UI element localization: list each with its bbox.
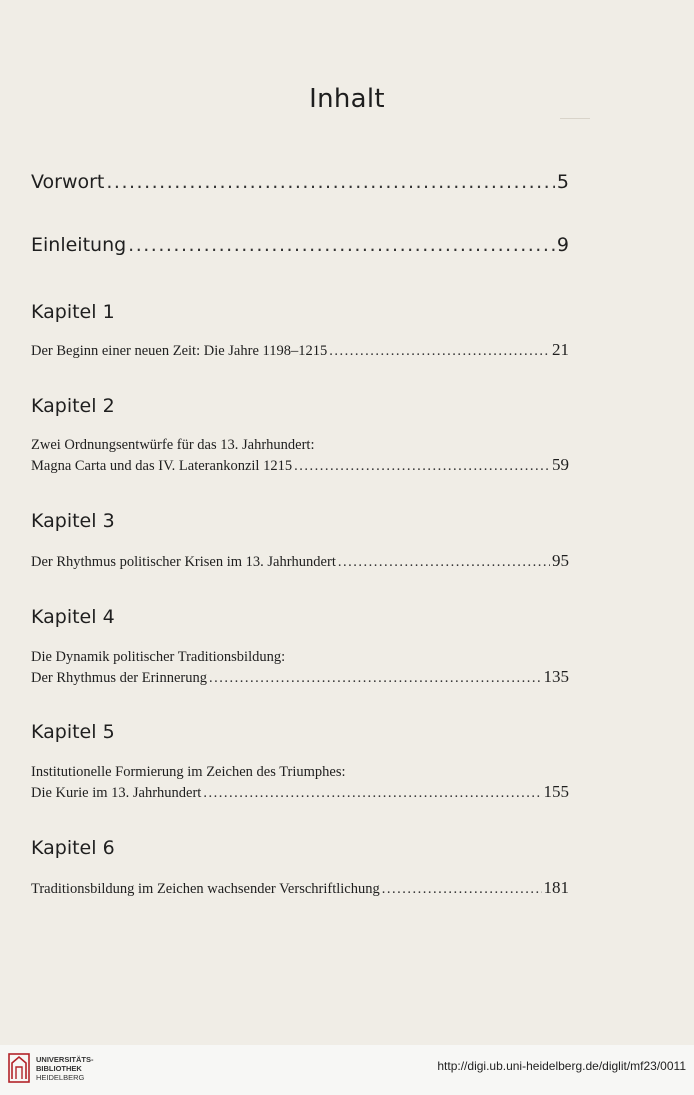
toc-entry-label: Der Rhythmus politischer Krisen im 13. Jahrhundert (31, 554, 336, 570)
toc-entry-page: 9 (556, 234, 569, 256)
toc-entry-page: 181 (543, 878, 569, 897)
logo-line: HEIDELBERG (36, 1073, 85, 1082)
toc-entry-page: 5 (556, 171, 569, 193)
toc-entry-page: 21 (552, 340, 569, 359)
permalink-url[interactable]: http://digi.ub.uni-heidelberg.de/diglit/mf23/0011 (437, 1059, 686, 1073)
chapter-heading-2: Kapitel 2 (31, 395, 115, 417)
logo-line: UNIVERSITÄTS- (36, 1055, 94, 1064)
leader-dots (106, 171, 555, 193)
leader-dots (382, 881, 542, 898)
toc-entry-kapitel-4[interactable] (31, 667, 569, 687)
toc-entry-page: 135 (543, 667, 569, 686)
toc-entry-label: Vorwort (31, 171, 105, 193)
toc-entry-kapitel-5[interactable] (31, 782, 569, 802)
toc-entry-kapitel-2[interactable] (31, 455, 569, 475)
toc-entry-page: 95 (552, 551, 569, 570)
toc-entry-vorwort[interactable] (31, 171, 569, 193)
chapter-heading-3: Kapitel 3 (31, 510, 115, 532)
toc-entry-kapitel-1[interactable] (31, 340, 569, 360)
toc-entry-subtitle: Zwei Ordnungsentwürfe für das 13. Jahrhundert: (31, 437, 315, 453)
toc-entry-page: 155 (543, 782, 569, 801)
toc-entry-label: Traditionsbildung im Zeichen wachsender Verschriftlichung (31, 881, 380, 897)
toc-entry-label: Der Rhythmus der Erinnerung (31, 670, 207, 686)
toc-entry-subtitle: Institutionelle Formierung im Zeichen des Triumphes: (31, 764, 346, 780)
toc-entry-label: Der Beginn einer neuen Zeit: Die Jahre 1198–1215 (31, 343, 328, 359)
chapter-heading-4: Kapitel 4 (31, 606, 115, 628)
chapter-heading-5: Kapitel 5 (31, 721, 115, 743)
chapter-heading-6: Kapitel 6 (31, 837, 115, 859)
toc-entry-label: Einleitung (31, 234, 127, 256)
toc-entry-page: 59 (552, 455, 569, 474)
leader-dots (294, 458, 550, 475)
library-logo-icon (8, 1053, 30, 1083)
leader-dots (128, 234, 555, 256)
viewer-footer (0, 1045, 694, 1095)
page-title: Inhalt (309, 84, 385, 114)
leader-dots (338, 554, 550, 571)
toc-entry-kapitel-3[interactable] (31, 551, 569, 571)
bleed-through-mark (560, 118, 590, 119)
toc-entry-subtitle: Die Dynamik politischer Traditionsbildung: (31, 649, 286, 665)
library-logo-text (36, 1055, 94, 1082)
leader-dots (329, 343, 550, 360)
toc-entry-kapitel-6[interactable] (31, 878, 569, 898)
toc-entry-einleitung[interactable] (31, 234, 569, 256)
logo-line: BIBLIOTHEK (36, 1064, 82, 1073)
toc-entry-label: Die Kurie im 13. Jahrhundert (31, 785, 202, 801)
toc-entry-label: Magna Carta und das IV. Laterankonzil 1215 (31, 458, 293, 474)
leader-dots (209, 670, 542, 687)
leader-dots (203, 785, 541, 802)
chapter-heading-1: Kapitel 1 (31, 301, 115, 323)
